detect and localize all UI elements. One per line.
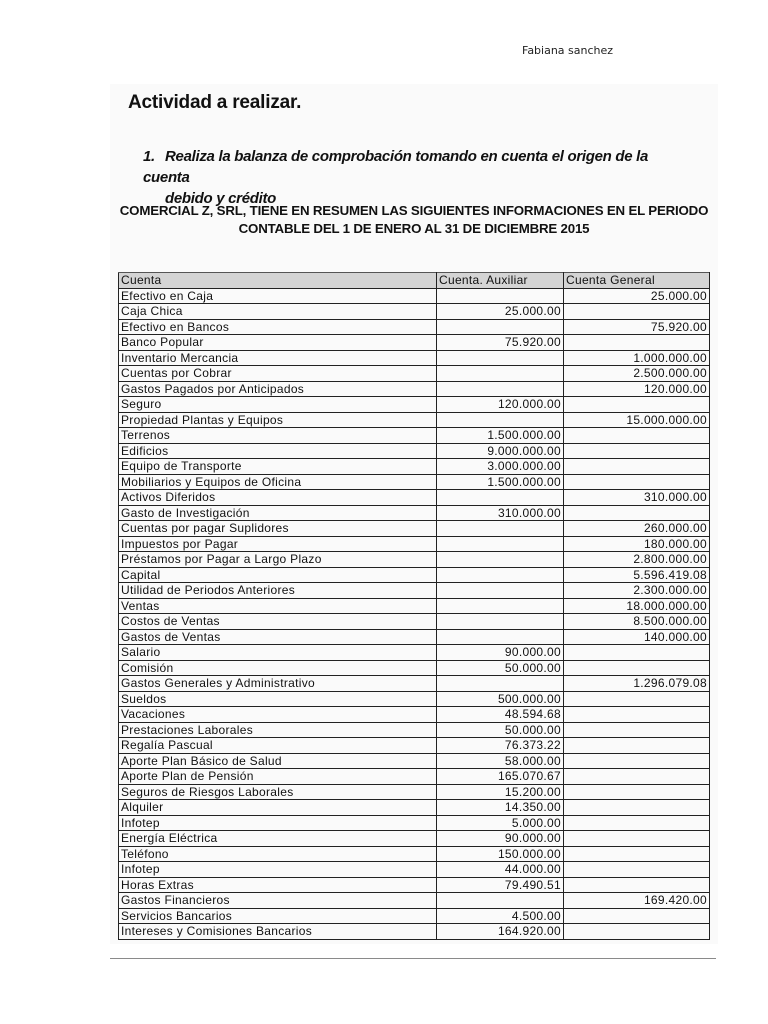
table-row [119, 769, 710, 785]
account-name: Ventas [119, 598, 437, 614]
general-amount [564, 474, 710, 490]
table-row [119, 614, 710, 630]
table-row [119, 831, 710, 847]
general-amount: 18.000.000.00 [564, 598, 710, 614]
account-name: Banco Popular [119, 335, 437, 351]
account-name: Equipo de Transporte [119, 459, 437, 475]
auxiliary-amount: 48.594.68 [437, 707, 564, 723]
account-name: Cuentas por pagar Suplidores [119, 521, 437, 537]
auxiliary-amount: 44.000.00 [437, 862, 564, 878]
account-name: Gastos Financieros [119, 893, 437, 909]
general-amount [564, 691, 710, 707]
table-row [119, 598, 710, 614]
general-amount [564, 815, 710, 831]
account-name: Capital [119, 567, 437, 583]
auxiliary-amount: 150.000.00 [437, 846, 564, 862]
table-row [119, 288, 710, 304]
account-name: Aporte Plan de Pensión [119, 769, 437, 785]
table-row [119, 629, 710, 645]
account-name: Horas Extras [119, 877, 437, 893]
general-amount [564, 846, 710, 862]
account-name: Seguros de Riesgos Laborales [119, 784, 437, 800]
table-row [119, 924, 710, 940]
account-name: Aporte Plan Básico de Salud [119, 753, 437, 769]
header-cuenta-auxiliar: Cuenta. Auxiliar [437, 273, 564, 289]
account-name: Utilidad de Periodos Anteriores [119, 583, 437, 599]
account-name: Cuentas por Cobrar [119, 366, 437, 382]
table-row [119, 908, 710, 924]
auxiliary-amount: 9.000.000.00 [437, 443, 564, 459]
general-amount: 180.000.00 [564, 536, 710, 552]
auxiliary-amount: 15.200.00 [437, 784, 564, 800]
general-amount [564, 335, 710, 351]
account-name: Infotep [119, 815, 437, 831]
company-line-2: CONTABLE DEL 1 DE ENERO AL 31 DE DICIEMBRE 2015 [238, 221, 590, 236]
table-row [119, 335, 710, 351]
general-amount [564, 505, 710, 521]
account-name: Gasto de Investigación [119, 505, 437, 521]
general-amount: 120.000.00 [564, 381, 710, 397]
general-amount [564, 645, 710, 661]
auxiliary-amount: 50.000.00 [437, 722, 564, 738]
auxiliary-amount: 50.000.00 [437, 660, 564, 676]
general-amount: 5.596.419.08 [564, 567, 710, 583]
account-name: Préstamos por Pagar a Largo Plazo [119, 552, 437, 568]
auxiliary-amount [437, 629, 564, 645]
general-amount: 25.000.00 [564, 288, 710, 304]
auxiliary-amount: 164.920.00 [437, 924, 564, 940]
auxiliary-amount [437, 350, 564, 366]
general-amount [564, 738, 710, 754]
general-amount: 2.500.000.00 [564, 366, 710, 382]
auxiliary-amount [437, 598, 564, 614]
ledger-table [118, 272, 710, 940]
table-row [119, 815, 710, 831]
author-name: Fabiana sanchez [522, 44, 614, 57]
table-row [119, 521, 710, 537]
task-number: 1. [143, 148, 155, 165]
auxiliary-amount: 310.000.00 [437, 505, 564, 521]
general-amount [564, 397, 710, 413]
auxiliary-amount: 500.000.00 [437, 691, 564, 707]
auxiliary-amount [437, 536, 564, 552]
account-name: Gastos de Ventas [119, 629, 437, 645]
auxiliary-amount: 58.000.00 [437, 753, 564, 769]
auxiliary-amount: 120.000.00 [437, 397, 564, 413]
account-name: Activos Diferidos [119, 490, 437, 506]
table-row [119, 443, 710, 459]
auxiliary-amount [437, 490, 564, 506]
general-amount [564, 304, 710, 320]
table-row [119, 412, 710, 428]
table-row [119, 490, 710, 506]
account-name: Efectivo en Caja [119, 288, 437, 304]
general-amount: 1.000.000.00 [564, 350, 710, 366]
auxiliary-amount: 76.373.22 [437, 738, 564, 754]
general-amount: 8.500.000.00 [564, 614, 710, 630]
account-name: Seguro [119, 397, 437, 413]
account-name: Impuestos por Pagar [119, 536, 437, 552]
auxiliary-amount [437, 676, 564, 692]
auxiliary-amount: 90.000.00 [437, 831, 564, 847]
table-row [119, 567, 710, 583]
table-row [119, 877, 710, 893]
account-name: Energía Eléctrica [119, 831, 437, 847]
general-amount [564, 924, 710, 940]
table-row [119, 552, 710, 568]
auxiliary-amount: 1.500.000.00 [437, 474, 564, 490]
account-name: Intereses y Comisiones Bancarios [119, 924, 437, 940]
table-row [119, 738, 710, 754]
auxiliary-amount: 25.000.00 [437, 304, 564, 320]
task-line-1: Realiza la balanza de comprobación tomando en cuenta el origen de la cuenta [143, 148, 649, 186]
auxiliary-amount [437, 567, 564, 583]
general-amount: 140.000.00 [564, 629, 710, 645]
account-name: Servicios Bancarios [119, 908, 437, 924]
account-name: Costos de Ventas [119, 614, 437, 630]
account-name: Caja Chica [119, 304, 437, 320]
table-row [119, 428, 710, 444]
general-amount: 310.000.00 [564, 490, 710, 506]
account-name: Mobiliarios y Equipos de Oficina [119, 474, 437, 490]
general-amount [564, 784, 710, 800]
auxiliary-amount: 1.500.000.00 [437, 428, 564, 444]
company-statement [118, 202, 710, 238]
table-row [119, 784, 710, 800]
table-row [119, 722, 710, 738]
account-name: Gastos Generales y Administrativo [119, 676, 437, 692]
auxiliary-amount [437, 288, 564, 304]
auxiliary-amount [437, 366, 564, 382]
general-amount: 2.300.000.00 [564, 583, 710, 599]
auxiliary-amount [437, 319, 564, 335]
footer-divider [110, 958, 716, 959]
table-row [119, 660, 710, 676]
table-row [119, 893, 710, 909]
table-row [119, 505, 710, 521]
general-amount [564, 800, 710, 816]
general-amount [564, 753, 710, 769]
table-row [119, 304, 710, 320]
table-row [119, 676, 710, 692]
general-amount: 2.800.000.00 [564, 552, 710, 568]
auxiliary-amount: 3.000.000.00 [437, 459, 564, 475]
auxiliary-amount: 79.490.51 [437, 877, 564, 893]
auxiliary-amount [437, 381, 564, 397]
general-amount: 75.920.00 [564, 319, 710, 335]
general-amount [564, 660, 710, 676]
general-amount: 1.296.079.08 [564, 676, 710, 692]
table-row [119, 366, 710, 382]
general-amount: 15.000.000.00 [564, 412, 710, 428]
table-row [119, 846, 710, 862]
general-amount: 260.000.00 [564, 521, 710, 537]
company-line-1: COMERCIAL Z, SRL, TIENE EN RESUMEN LAS SIGUIENTES INFORMACIONES EN EL PERIODO [119, 203, 709, 218]
page-heading: Actividad a realizar. [128, 92, 302, 113]
table-row [119, 753, 710, 769]
auxiliary-amount: 75.920.00 [437, 335, 564, 351]
table-row [119, 459, 710, 475]
auxiliary-amount [437, 614, 564, 630]
header-cuenta-general: Cuenta General [564, 273, 710, 289]
table-row [119, 707, 710, 723]
general-amount [564, 459, 710, 475]
general-amount [564, 428, 710, 444]
auxiliary-amount [437, 893, 564, 909]
account-name: Efectivo en Bancos [119, 319, 437, 335]
task-line-2: debido y crédito [165, 190, 277, 207]
table-row [119, 350, 710, 366]
account-name: Teléfono [119, 846, 437, 862]
account-name: Infotep [119, 862, 437, 878]
table-row [119, 319, 710, 335]
table-row [119, 474, 710, 490]
account-name: Prestaciones Laborales [119, 722, 437, 738]
account-name: Salario [119, 645, 437, 661]
auxiliary-amount: 4.500.00 [437, 908, 564, 924]
general-amount [564, 831, 710, 847]
general-amount [564, 722, 710, 738]
table-row [119, 862, 710, 878]
general-amount [564, 769, 710, 785]
table-row [119, 397, 710, 413]
account-name: Propiedad Plantas y Equipos [119, 412, 437, 428]
table-row [119, 381, 710, 397]
general-amount [564, 862, 710, 878]
auxiliary-amount: 5.000.00 [437, 815, 564, 831]
account-name: Vacaciones [119, 707, 437, 723]
account-name: Sueldos [119, 691, 437, 707]
general-amount [564, 443, 710, 459]
account-name: Regalía Pascual [119, 738, 437, 754]
account-name: Terrenos [119, 428, 437, 444]
header-cuenta: Cuenta [119, 273, 437, 289]
auxiliary-amount: 165.070.67 [437, 769, 564, 785]
table-row [119, 583, 710, 599]
auxiliary-amount [437, 521, 564, 537]
auxiliary-amount: 14.350.00 [437, 800, 564, 816]
table-row [119, 536, 710, 552]
account-name: Alquiler [119, 800, 437, 816]
general-amount [564, 908, 710, 924]
account-name: Gastos Pagados por Anticipados [119, 381, 437, 397]
auxiliary-amount [437, 583, 564, 599]
auxiliary-amount [437, 552, 564, 568]
table-row [119, 800, 710, 816]
general-amount: 169.420.00 [564, 893, 710, 909]
table-header-row [119, 273, 710, 289]
auxiliary-amount: 90.000.00 [437, 645, 564, 661]
auxiliary-amount [437, 412, 564, 428]
table-row [119, 691, 710, 707]
general-amount [564, 707, 710, 723]
account-name: Comisión [119, 660, 437, 676]
task-instruction [143, 146, 683, 209]
account-name: Inventario Mercancia [119, 350, 437, 366]
account-name: Edificios [119, 443, 437, 459]
table-row [119, 645, 710, 661]
general-amount [564, 877, 710, 893]
ledger-body [119, 288, 710, 939]
